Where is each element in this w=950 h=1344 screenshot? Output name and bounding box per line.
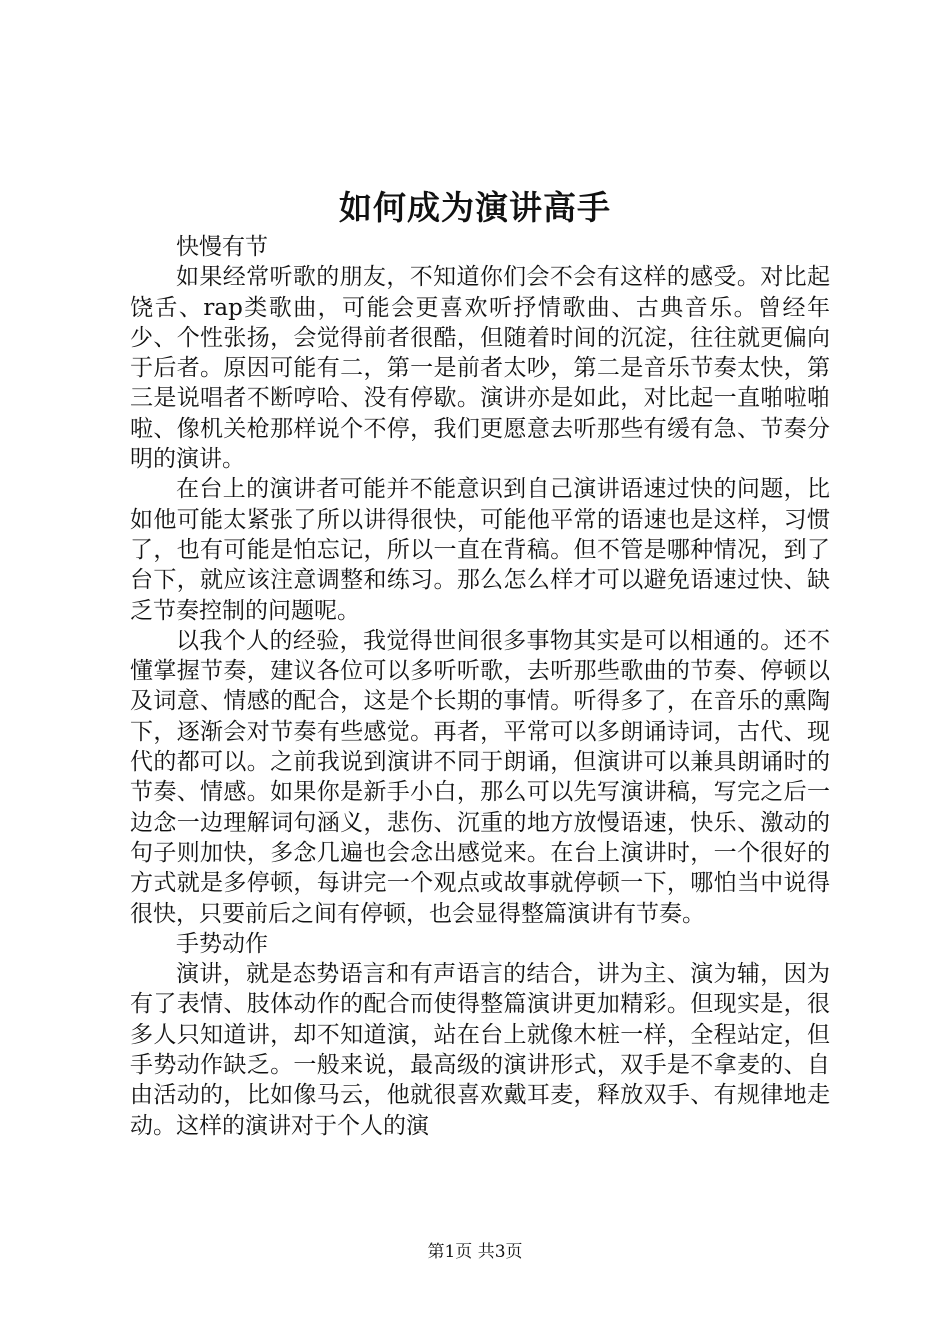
section-heading-gestures: 手势动作 bbox=[176, 930, 268, 957]
paragraph: 以我个人的经验，我觉得世间很多事物其实是可以相通的。还不懂掌握节奏，建议各位可以多听听歌，去听那些歌曲的节奏、停顿以及词意、情感的配合，这是个长期的事情。听得多了，在音乐的熏陶下，逐渐会对节奏有些感觉。再者，平常可以多朗诵诗词，古代、现代的都可以。之前我说到演讲不同于朗诵，但演讲可以兼具朗诵时的节奏、情感。如果你是新手小白，那么可以先写演讲稿，写完之后一边念一边理解词句涵义，悲伤、沉重的地方放慢语速，快乐、激动的句子则加快，多念几遍也会念出感觉来。在台上演讲时，一个很好的方式就是多停顿，每讲完一个观点或故事就停顿一下，哪怕当中说得很快，只要前后之间有停顿，也会显得整篇演讲有节奏。 bbox=[130, 627, 830, 927]
paragraph: 如果经常听歌的朋友，不知道你们会不会有这样的感受。对比起饶舌、rap类歌曲，可能会更喜欢听抒情歌曲、古典音乐。曾经年少、个性张扬，会觉得前者很酷，但随着时间的沉淀，往往就更偏向于后者。原因可能有二，第一是前者太吵，第二是音乐节奏太快，第三是说唱者不断哼哈、没有停歇。演讲亦是如此，对比起一直啪啦啪啦、像机关枪那样说个不停，我们更愿意去听那些有缓有急、节奏分明的演讲。 bbox=[130, 264, 830, 473]
paragraph: 演讲，就是态势语言和有声语言的结合，讲为主、演为辅，因为有了表情、肢体动作的配合而使得整篇演讲更加精彩。但现实是，很多人只知道讲，却不知道演，站在台上就像木桩一样，全程站定，但手势动作缺乏。一般来说，最高级的演讲形式，双手是不拿麦的、自由活动的，比如像马云，他就很喜欢戴耳麦，释放双手、有规律地走动。这样的演讲对于个人的演 bbox=[130, 961, 830, 1139]
document-body bbox=[130, 232, 830, 1141]
section-heading-tempo: 快慢有节 bbox=[176, 234, 268, 260]
document-title: 如何成为演讲高手 bbox=[339, 188, 611, 227]
paragraph: 在台上的演讲者可能并不能意识到自己演讲语速过快的问题，比如他可能太紧张了所以讲得很快，可能他平常的语速也是这样，习惯了，也有可能是怕忘记，所以一直在背稿。但不管是哪种情况，到了台下，就应该注意调整和练习。那么怎么样才可以避免语速过快、缺乏节奏控制的问题呢。 bbox=[130, 476, 830, 624]
page-footer: 第1页 共3页 bbox=[427, 1242, 523, 1262]
